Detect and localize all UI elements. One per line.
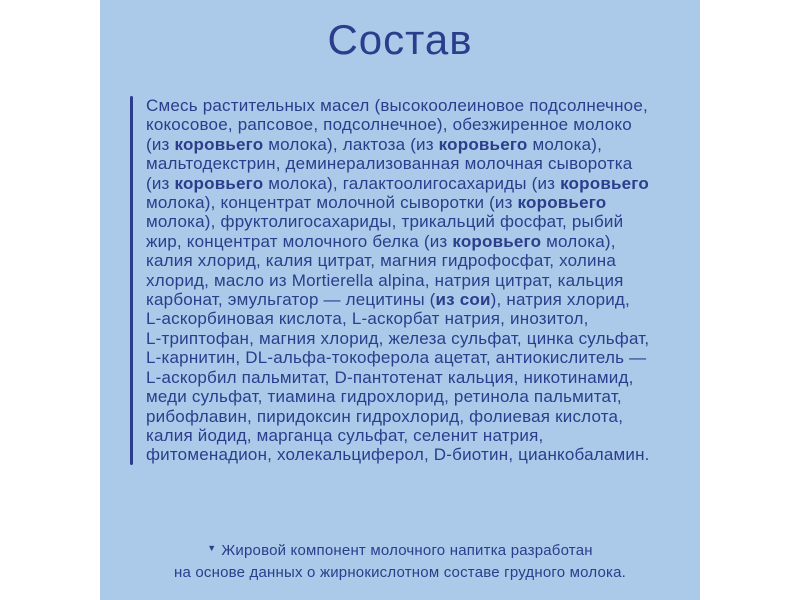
ingredients-line: карбонат, эмульгатор — лецитины (из сои), натрия хлорид, <box>146 290 630 310</box>
ingredients-line: L-аскорбил пальмитат, D-пантотенат кальция, никотинамид, <box>146 367 634 387</box>
ingredients-line: рибофлавин, пиридоксин гидрохлорид, фолиевая кислота, <box>146 406 624 426</box>
ingredients-block <box>130 96 650 465</box>
page-title: Состав <box>327 16 473 63</box>
triangle-down-icon: ▼ <box>207 543 217 553</box>
ingredients-line: хлорид, масло из Mortierella alpina, натрия цитрат, кальция <box>146 270 624 290</box>
footnote-line-2: на основе данных о жирнокислотном составе грудного молока. <box>173 564 627 581</box>
footnote <box>100 537 700 584</box>
ingredients-line: L-карнитин, DL-альфа-токоферола ацетат, антиокислитель — <box>146 348 647 368</box>
ingredients-line: мальтодекстрин, деминерализованная молочная сыворотка <box>146 154 633 174</box>
ingredients-line: L-триптофан, магния хлорид, железа сульфат, цинка сульфат, <box>146 328 650 348</box>
ingredients-line: молока), концентрат молочной сыворотки (из коровьего <box>146 193 607 213</box>
footnote-text-1: Жировой компонент молочного напитка разработан <box>221 542 593 559</box>
accent-bar <box>130 96 133 465</box>
ingredients-line: кокосовое, рапсовое, подсолнечное), обезжиренное молоко <box>146 115 632 135</box>
ingredients-line: молока), фруктолигосахариды, трикальций фосфат, рыбий <box>146 212 624 232</box>
ingredients-line: (из коровьего молока), галактоолигосахариды (из коровьего <box>146 173 649 193</box>
ingredients-line: (из коровьего молока), лактоза (из коровьего молока), <box>146 134 603 154</box>
ingredients-line: меди сульфат, тиамина гидрохлорид, ретинола пальмитат, <box>146 387 622 407</box>
ingredients-line: Смесь растительных масел (высокоолеиновое подсолнечное, <box>146 96 648 115</box>
ingredients-line: жир, концентрат молочного белка (из коровьего молока), <box>146 231 616 251</box>
ingredients-line: L-аскорбиновая кислота, L-аскорбат натрия, инозитол, <box>146 309 589 329</box>
ingredients-line: калия хлорид, калия цитрат, магния гидрофосфат, холина <box>146 251 616 271</box>
ingredients-line: фитоменадион, холекальциферол, D-биотин, цианкобаламин. <box>146 445 650 465</box>
ingredients-line: калия йодид, марганца сульфат, селенит натрия, <box>146 425 544 445</box>
footnote-line-1 <box>100 537 700 562</box>
info-panel <box>100 0 700 600</box>
ingredients-text <box>146 96 650 465</box>
